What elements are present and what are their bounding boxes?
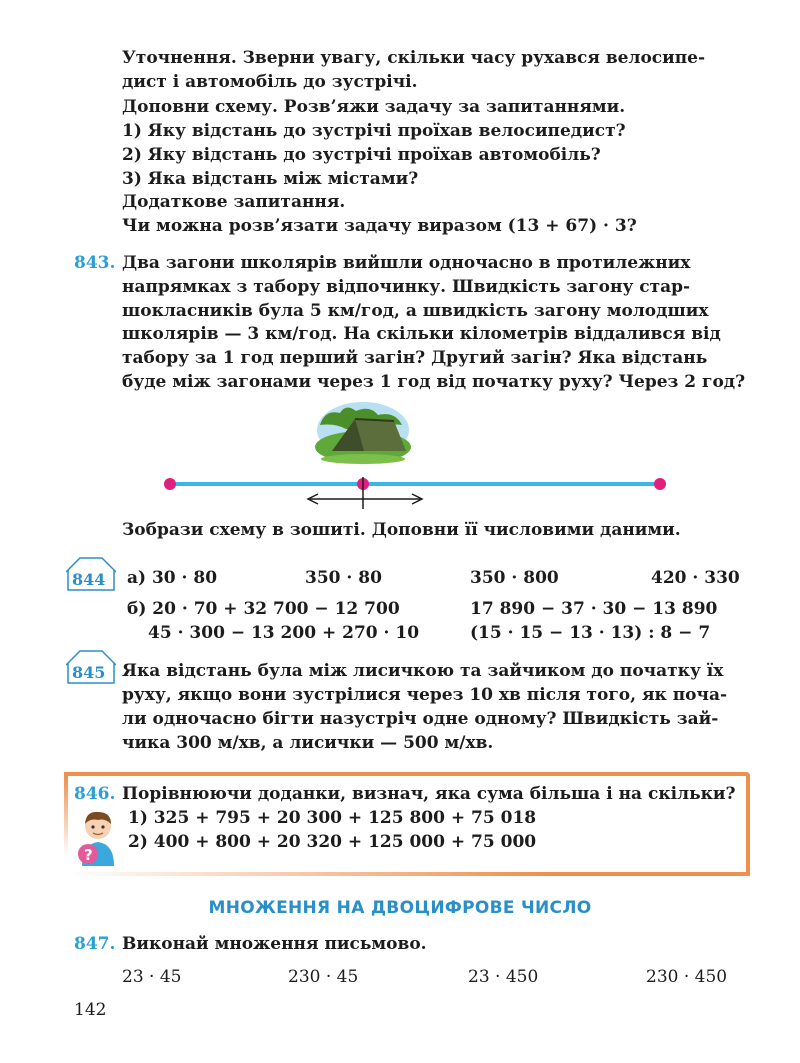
task-843-line-4: школярів — 3 км/год. На скільки кілометрів віддалився від bbox=[122, 324, 721, 344]
svg-text:?: ? bbox=[84, 846, 93, 864]
task-845-line-4: чика 300 м/хв, а лисички — 500 м/хв. bbox=[122, 733, 494, 753]
task-844-number-label: 844 bbox=[72, 570, 106, 589]
task-843-line-5: табору за 1 год перший загін? Другий загін? Яка відстань bbox=[122, 348, 708, 368]
camp-tent-picture bbox=[315, 402, 411, 464]
task-843-line-6: буде між загонами через 1 год від початку руху? Через 2 год? bbox=[122, 372, 746, 392]
task-844-a-4: 420 · 330 bbox=[651, 568, 740, 588]
task-845-line-1: Яка відстань була між лисичкою та зайчиком до початку їх bbox=[122, 661, 724, 681]
task-844-a-1: а) 30 · 80 bbox=[127, 568, 218, 588]
clarification-line-2: дист і автомобіль до зустрічі. bbox=[122, 72, 418, 92]
task-847-number: 847. bbox=[74, 934, 116, 954]
task-847-item-4: 230 · 450 bbox=[646, 967, 728, 987]
task-846-sum-1: 1) 325 + 795 + 20 300 + 125 800 + 75 018 bbox=[128, 808, 537, 828]
task-845-line-3: ли одночасно бігти назустріч одне одному? Швидкість зай- bbox=[122, 709, 719, 729]
clarification-question-2: 2) Яку відстань до зустрічі проїхав автомобіль? bbox=[122, 145, 601, 165]
motion-scheme bbox=[150, 395, 680, 520]
task-845-number bbox=[66, 659, 114, 683]
task-843-line-3: шокласників була 5 км/год, а швидкість загону молодших bbox=[122, 301, 709, 321]
section-heading: МНОЖЕННЯ НА ДВОЦИФРОВЕ ЧИСЛО bbox=[208, 898, 592, 918]
task-847-item-3: 23 · 450 bbox=[468, 967, 539, 987]
task-844-number bbox=[66, 566, 114, 590]
task-844-b-1-left: б) 20 · 70 + 32 700 − 12 700 bbox=[127, 599, 400, 619]
task-843-instruction: Зобрази схему в зошиті. Доповни її числовими даними. bbox=[122, 520, 681, 540]
task-844-b-1-right: 17 890 − 37 · 30 − 13 890 bbox=[470, 599, 718, 619]
page-number: 142 bbox=[74, 1000, 107, 1020]
right-end-point bbox=[654, 478, 666, 490]
thinking-boy-icon bbox=[74, 808, 120, 868]
extra-question-text: Чи можна розв’язати задачу виразом (13 + 67) · 3? bbox=[122, 216, 637, 236]
task-847-text: Виконай множення письмово. bbox=[122, 934, 427, 954]
task-844-b-2-right: (15 · 15 − 13 · 13) : 8 − 7 bbox=[470, 623, 711, 643]
task-845-line-2: руху, якщо вони зустрілися через 10 хв після того, як поча- bbox=[122, 685, 728, 705]
task-846-number: 846. bbox=[74, 784, 116, 804]
task-843-line-1: Два загони школярів вийшли одночасно в протилежних bbox=[122, 253, 691, 273]
clarification-label: Уточнення. bbox=[122, 48, 237, 68]
task-847-item-1: 23 · 45 bbox=[122, 967, 182, 987]
task-843-line-2: напрямках з табору відпочинку. Швидкість загону стар- bbox=[122, 277, 691, 297]
task-844-a-3: 350 · 800 bbox=[470, 568, 559, 588]
task-844-b-2-left: 45 · 300 − 13 200 + 270 · 10 bbox=[148, 623, 420, 643]
clarification-question-3: 3) Яка відстань між містами? bbox=[122, 169, 419, 189]
left-end-point bbox=[164, 478, 176, 490]
clarification-question-1: 1) Яку відстань до зустрічі проїхав велосипедист? bbox=[122, 121, 626, 141]
clarification-line-3: Доповни схему. Розв’яжи задачу за запитаннями. bbox=[122, 97, 626, 117]
clarification-line-1 bbox=[122, 46, 705, 70]
task-845-number-label: 845 bbox=[72, 663, 106, 682]
task-846-question: Порівнюючи доданки, визнач, яка сума більша і на скільки? bbox=[122, 784, 736, 804]
direction-arrows bbox=[308, 494, 422, 504]
task-846-sum-2: 2) 400 + 800 + 20 320 + 125 000 + 75 000 bbox=[128, 832, 537, 852]
task-843-number: 843. bbox=[74, 253, 116, 273]
task-844-a-2: 350 · 80 bbox=[305, 568, 382, 588]
task-847-item-2: 230 · 45 bbox=[288, 967, 359, 987]
extra-question-label: Додаткове запитання. bbox=[122, 192, 346, 212]
clarification-text: Зверни увагу, скільки часу рухався велосипе- bbox=[236, 48, 706, 68]
